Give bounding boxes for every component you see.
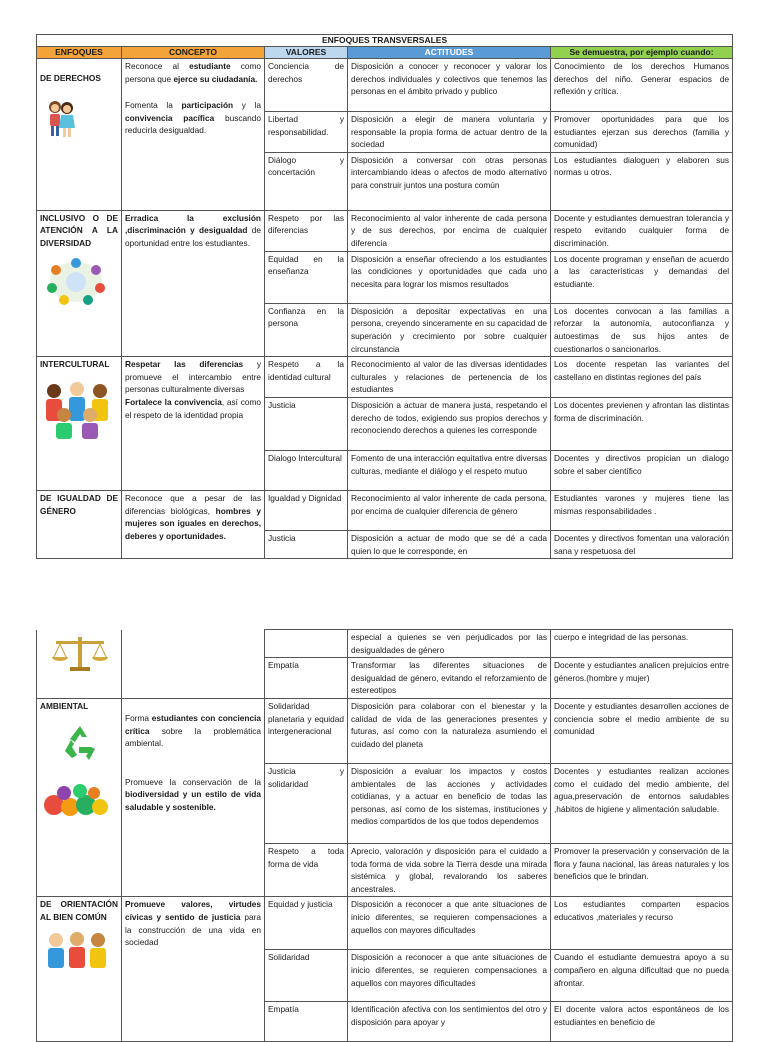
enfoques-table-page1 [36,34,733,559]
demuestra-cell: Conocimiento de los derechos Humanos derechos del niño. Generar espacios de reflexión y crítica. [551,59,733,112]
demuestra-cell: Promover la preservación y conservación de la flora y fauna nacional, las áreas naturales y los beneficios que le brindan. [551,843,733,896]
header-concepto: CONCEPTO [122,47,265,59]
valor-cell: Respeto a la identidad cultural [265,357,348,398]
demuestra-cell: Promover oportunidades para que los estudiantes ejerzan sus derechos (familia y comunidad) [551,112,733,153]
text-bold: participación [181,100,234,111]
demuestra-cell: Docentes y estudiantes realizan acciones como el cuidado del medio ambiente, del agua,preservación de entornos saludables ,hábitos de higiene y alimentación saludable. [551,763,733,843]
header-enfoques: ENFOQUES [37,47,122,59]
balance-scale-icon [50,633,110,673]
actitud-cell: Disposición a conversar con otras personas intercambiando ideas o afectos de modo alternativo para construir juntos una postura común [348,152,551,210]
demuestra-cell: Estudiantes varones y mujeres tiene las mismas responsabilidades . [551,490,733,530]
text: de oportunidad entre los estudiantes. [125,225,261,248]
actitud-cell: Reconocimiento al valor inherente de cada persona y de sus derechos, por encima de cualquier diferencia [348,210,551,251]
text: buscando reducirla desigualdad. [125,112,261,136]
enfoque-ambiental [37,698,122,896]
text: y promueve el intercambio entre personas culturalmente diversas [125,359,261,395]
enfoque-derechos [37,59,122,211]
actitud-cell: Disposición a evaluar los impactos y costos ambientales de las acciones y actividades cotidianas, y a actuar en beneficio de todas las personas, así como de los sistemas, instituciones y medios compartidos de los que todos dependemos [348,763,551,843]
valor-cell: Respeto a toda forma de vida [265,843,348,896]
valor-cell: Solidaridad [265,950,348,1002]
enfoque-name: DE DERECHOS [40,73,101,83]
concepto-intercultural [122,357,265,491]
children-icon [46,99,76,141]
actitud-cell: Transformar las diferentes situaciones de desigualdad de género, evitando el reforzamiento de estereotipos [348,658,551,699]
text: Reconoce que a pesar de las diferencias biológicas, [125,492,261,516]
text-bold: estudiante [189,61,231,71]
table-title: ENFOQUES TRANSVERSALES [37,35,733,47]
valor-cell: Igualdad y Dignidad [265,490,348,530]
concepto-genero [122,490,265,558]
concepto-inclusivo [122,210,265,356]
enfoque-inclusivo [37,210,122,356]
text-bold: estudiantes con conciencia crítica [125,712,261,736]
recycle-icon [60,723,100,763]
concepto-bien-comun [122,897,265,1042]
actitud-cell: Reconocimiento al valor inherente de cada persona, por encima de cualquier diferencia de género [348,490,551,530]
valor-cell: Dialogo Intercultural [265,450,348,490]
text: Promueve la conservación de la [125,776,261,787]
demuestra-cell: Docente y estudiantes demuestran tolerancia y respeto evitando cualquier forma de discriminación. [551,210,733,251]
header-actitudes: ACTITUDES [348,47,551,59]
demuestra-cell: El docente valora actos espontáneos de los estudiantes en beneficio de [551,1002,733,1042]
text: , así como el respeto de la identidad propia [125,396,261,420]
text-bold: ejerce su ciudadanía. [173,73,258,84]
demuestra-cell: Docentes y directivos propician un dialogo sobre el saber científico [551,450,733,490]
actitud-cell: especial a quienes se ven perjudicados por las desigualdades de género [348,630,551,658]
actitud-cell: Disposición a actuar de manera justa, respetando el derecho de todos, exigiendo sus propios derechos y reconociendo derechos a quienes les corresponde [348,397,551,450]
valor-cell: Diálogo y concertación [265,152,348,210]
actitud-cell: Disposición a reconocer a que ante situaciones de inicio diferentes, se requieren compensaciones a aquellos con mayores dificultades [348,897,551,950]
text-bold: Promueve valores, virtudes cívicas y sentido de justicia [125,899,261,922]
valor-cell: Conciencia de derechos [265,59,348,112]
text: Forma [125,712,152,723]
demuestra-cell: cuerpo e integridad de las personas. [551,630,733,658]
actitud-cell: Aprecio, valoración y disposición para el cuidado a toda forma de vida sobre la Tierra desde una mirada sistémica y global, revalorando los saberes ancestrales. [348,843,551,896]
text: Fomenta la [125,100,182,111]
valor-cell: Respeto por las diferencias [265,210,348,251]
enfoques-table-page2 [36,629,733,1042]
fruits-vegetables-icon [42,777,112,819]
actitud-cell: Disposición a actuar de modo que se dé a cada quien lo que le corresponde, en [348,530,551,558]
text-bold: Fortalece la convivencia [125,396,222,407]
enfoque-name: AMBIENTAL [40,700,89,711]
header-valores: VALORES [265,47,348,59]
actitud-cell: Disposición para colaborar con el bienestar y la calidad de vida de las generaciones presentes y futuras, así como con la naturaleza asumiendo el cuidado del planeta [348,698,551,763]
enfoque-intercultural [37,357,122,491]
text-bold: Respetar las diferencias [125,359,244,370]
actitud-cell: Disposición a conocer y reconocer y valorar los derechos individuales y colectivos que tenemos las personas en el ámbito privado y publico [348,59,551,112]
text: para la construcción de una vida en sociedad [125,911,261,948]
valor-cell: Equidad y justicia [265,897,348,950]
text-bold: hombres y mujeres son iguales en derechos, deberes y oportunidades. [125,505,261,541]
text-bold: convivencia pacífica [125,112,215,123]
text: como persona que [125,61,261,84]
actitud-cell: Fomento de una interacción equitativa entre diversas culturas, mediante el diálogo y el respeto mutuo [348,450,551,490]
diversity-circle-icon [40,256,112,306]
demuestra-cell: Los docentes previenen y afrontan las distintas forma de discriminación. [551,397,733,450]
valor-cell: Confianza en la persona [265,303,348,356]
actitud-cell: Reconocimiento al valor de las diversas identidades culturales y relaciones de pertenencia de los estudiantes [348,357,551,398]
valor-cell: Libertad y responsabilidad. [265,112,348,153]
multicultural-children-icon [40,377,114,441]
demuestra-cell: Los estudiantes comparten espacios educativos ,materiales y recurso [551,897,733,950]
actitud-cell: Disposición a depositar expectativas en una persona, creyendo sinceramente en su capacidad de superación y crecimiento por sobre cualquier circunstancia [348,303,551,356]
demuestra-cell: Docentes y directivos fomentan una valoración sana y respetuosa del [551,530,733,558]
valor-cell: Empatía [265,1002,348,1042]
demuestra-cell: Docente y estudiantes analicen prejuicios entre géneros.(hombre y mujer) [551,658,733,699]
valor-cell: Empatía [265,658,348,699]
text: y la [233,100,262,111]
text: Reconoce al [125,61,190,71]
actitud-cell: Disposición a reconocer a que ante situaciones de inicio diferentes, se requieren compensaciones a aquellos con mayores dificultades [348,950,551,1002]
concepto-genero-cont [122,630,265,699]
demuestra-cell: Los docente respetan las variantes del castellano en distintas regiones del país [551,357,733,398]
header-demuestra: Se demuestra, por ejemplo cuando: [551,47,733,59]
demuestra-cell: Cuando el estudiante demuestra apoyo a su compañero en alguna dificultad que no pueda afrontar. [551,950,733,1002]
concepto-derechos [122,59,265,211]
demuestra-cell: Los estudiantes dialoguen y elaboren sus normas u otros. [551,152,733,210]
enfoque-name: DE ORIENTACIÓN AL BIEN COMÚN [40,899,118,922]
actitud-cell: Disposición a elegir de manera voluntaria y responsable la propia forma de actuar dentro de la sociedad [348,112,551,153]
valor-cell: Justicia y solidaridad [265,763,348,843]
demuestra-cell: Los docentes convocan a las familias a reforzar la autonomía, autoconfianza y autoestimas de sus hijos antes de cuestionarlos o sancionarlos. [551,303,733,356]
enfoque-name: INTERCULTURAL [40,359,110,370]
valor-cell: Justicia [265,397,348,450]
text: sobre la problemática ambiental. [125,725,261,749]
text-bold: biodiversidad y un estilo de vida saludable y sostenible. [125,789,261,812]
valor-cell: Equidad en la enseñanza [265,251,348,303]
demuestra-cell: Los docente programan y enseñan de acuerdo a las características y demandas del estudiante. [551,251,733,303]
actitud-cell: Disposición a enseñar ofreciendo a los estudiantes las condiciones y oportunidades que cada uno necesita para lograr los mismos resultados [348,251,551,303]
concepto-ambiental [122,698,265,896]
demuestra-cell: Docente y estudiantes desarrollen acciones de conciencia sobre el medio ambiente de su comunidad [551,698,733,763]
valor-cell [265,630,348,658]
valor-cell: Justicia [265,530,348,558]
enfoque-bien-comun [37,897,122,1042]
text-bold: Erradica la exclusión ,discriminación y desigualdad [125,212,261,236]
enfoque-genero-cont [37,630,122,699]
actitud-cell: Identificación afectiva con los sentimientos del otro y disposición para apoyar y [348,1002,551,1042]
enfoque-genero: DE IGUALDAD DE GÉNERO [37,490,122,558]
valor-cell: Solidaridad planetaria y equidad intergeneracional [265,698,348,763]
enfoque-name: INCLUSIVO O DE ATENCIÓN A LA DIVERSIDAD [40,212,118,248]
children-group-icon [42,930,112,970]
